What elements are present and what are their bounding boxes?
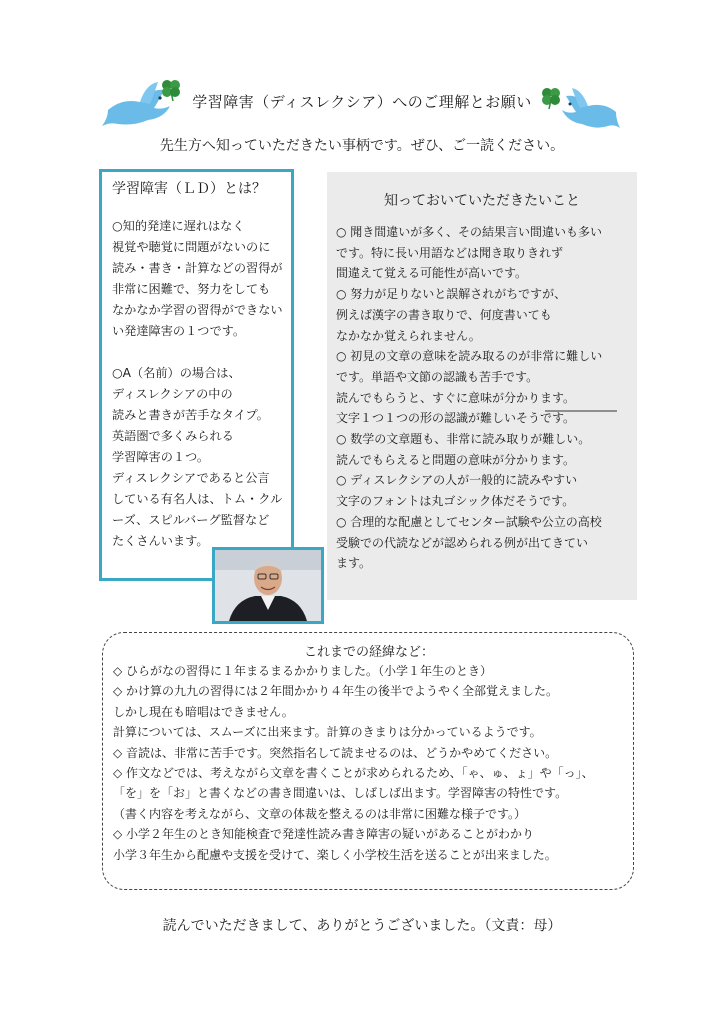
important-points-panel bbox=[327, 172, 637, 600]
important-points-body: ○ 聞き間違いが多く、その結果言い間違いも多い です。特に長い用語などは聞き取りきれず 間違えて覚える可能性が高いです。 ○ 努力が足りないと誤解されがちですが、 例えば漢字の書き取りで、何度書いても なかなか覚えられません。 ○ 初見の文章の意味を読み取るのが非常に難しい です。単語や文節の認識も苦手です。 読んでもらうと、すぐに意味が分かります。 文字１つ１つの形の認識が難しいそうです。 ○ 数学の文章題も、非常に読み取りが難しい。 読んでもらえると問題の意味が分かります。 ○ ディスレクシアの人が一般的に読みやすい 文字のフォントは丸ゴシック体だそうです。 ○ 合理的な配慮としてセンター試験や公立の高校 受験での代読などが認められる例が出てきてい ます。 bbox=[336, 225, 603, 571]
history-heading: これまでの経緯など： bbox=[303, 645, 434, 660]
page-title: 学習障害（ディスレクシア）へのご理解とお願い bbox=[192, 93, 532, 111]
closing-note: 読んでいただきまして、ありがとうございました。（文責：母） bbox=[162, 918, 562, 934]
page-subtitle: 先生方へ知っていただきたい事柄です。ぜひ、ご一読ください。 bbox=[159, 138, 565, 154]
celebrity-photo bbox=[212, 547, 324, 624]
person-photo-illustration bbox=[215, 550, 321, 621]
underline-divider bbox=[545, 409, 617, 413]
ld-box-body: ○知的発達に遅れはなく 視覚や聴覚に問題がないのに 読み・書き・計算などの習得が 非常に困難で、努力をしても なかなか学習の習得ができない い発達障害の１つです。 ○A（名前）の場合は、 ディスレクシアの中の 読みと書きが苦手なタイプ。 英語圏で多くみられる 学習障害の１つ。 ディスレクシアであると公言 している有名人は、トム・クル ーズ、スピルバーグ監督など たくさんいます。 bbox=[112, 219, 283, 548]
history-box bbox=[102, 632, 634, 890]
ld-definition-box bbox=[99, 169, 294, 581]
history-body: ◇ ひらがなの習得に１年まるまるかかりました。（小学１年生のとき） ◇ かけ算の九九の習得には２年間かかり４年生の後半でようやく全部覚えました。 しかし現在も暗唱はできません。 計算については、スムーズに出来ます。計算のきまりは分かっているようです。 ◇ 音読は、非常に苦手です。突然指名して読ませるのは、どうかやめてください。 ◇ 作文などでは、考えながら文章を書くことが求められるため、「ゃ、ゅ、ょ」や「っ」、 「を」を「お」と書くなどの書き間違いは、しばしば出ます。学習障害の特性です。 （書く内容を考えながら、文章の体裁を整えるのは非常に困難な様子です。） ◇ 小学２年生のとき知能検査で発達性読み書き障害の疑いがあることがわかり 小学３年生から配慮や支援を受けて、楽しく小学校生活を送ることが出来ました。 bbox=[113, 664, 594, 862]
ld-box-heading: 学習障害（ＬＤ）とは？ bbox=[112, 181, 266, 197]
important-points-heading: 知っておいていただきたいこと bbox=[384, 193, 580, 209]
